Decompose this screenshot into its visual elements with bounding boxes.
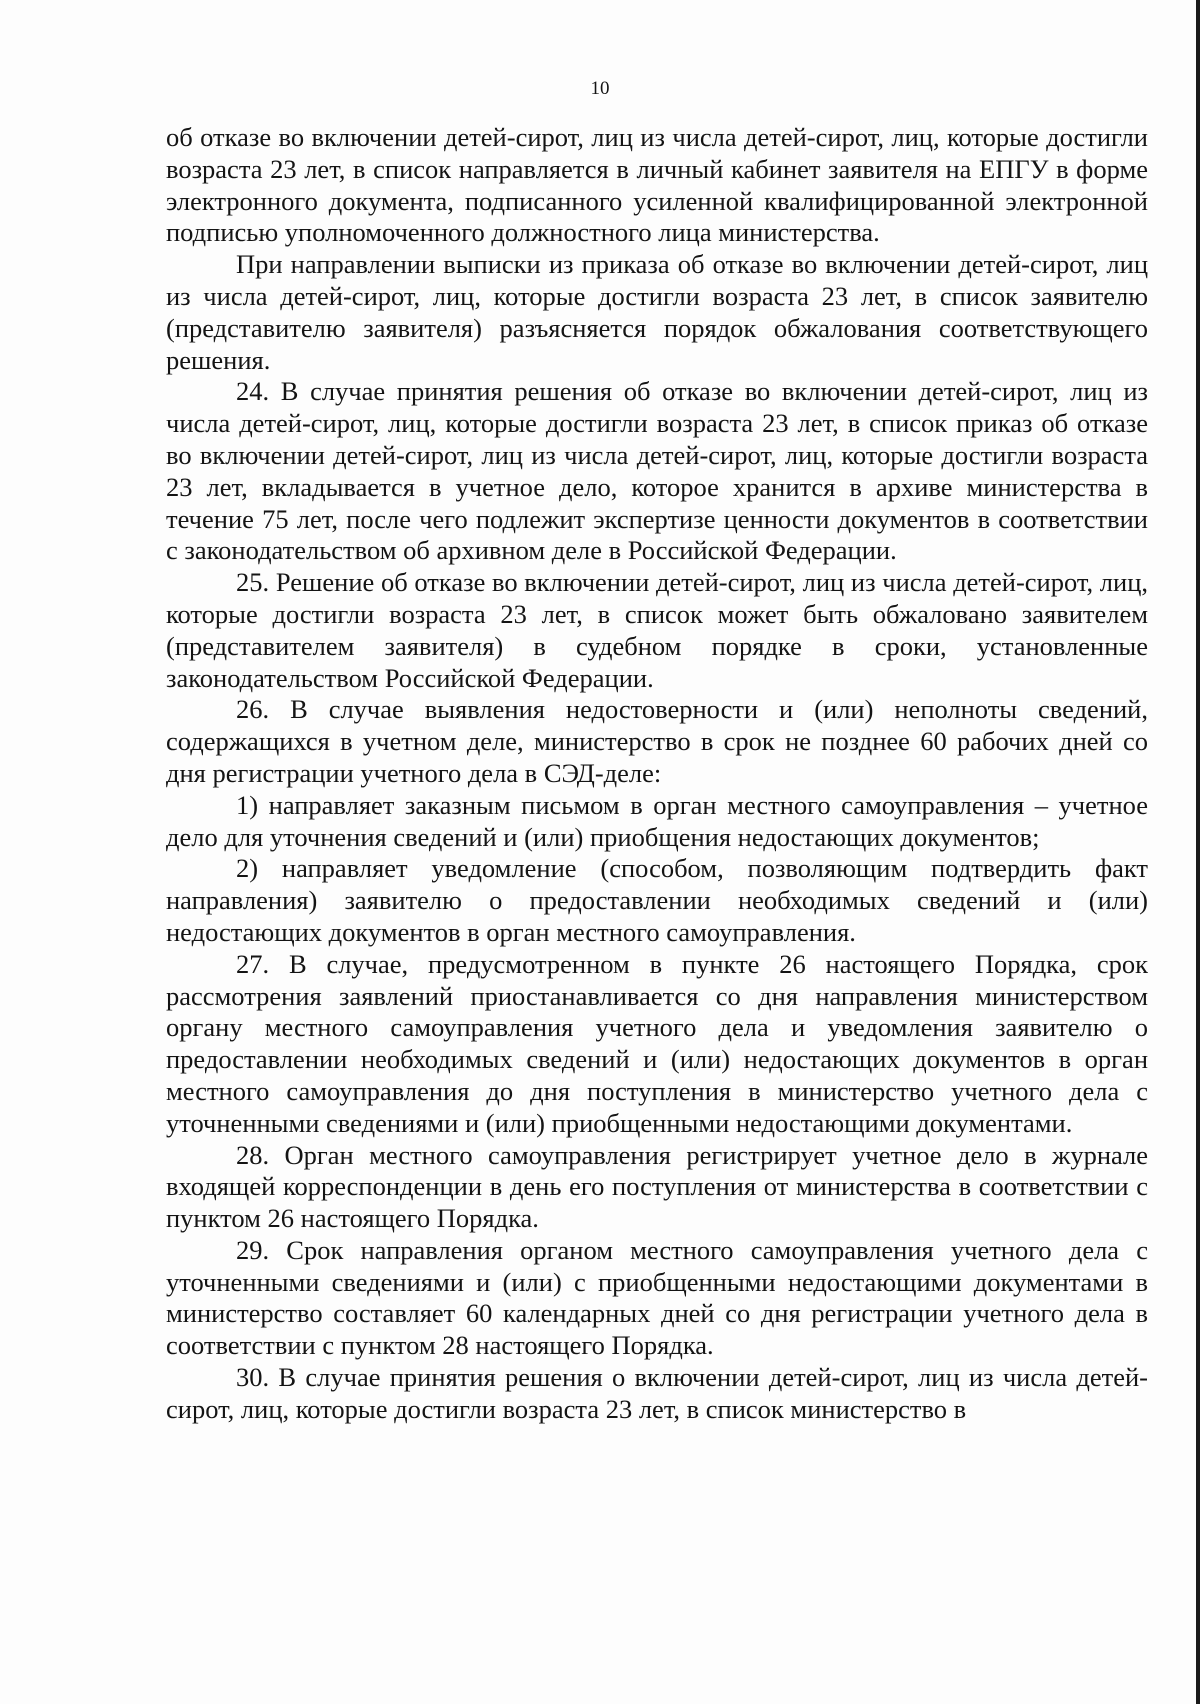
paragraph-item-30: 30. В случае принятия решения о включении детей-сирот, лиц из числа детей-сирот, лиц, которые достигли возраста 23 лет, в список министерство в <box>166 1362 1148 1424</box>
page-number: 10 <box>590 78 610 99</box>
scan-edge-shadow <box>1196 0 1200 1704</box>
paragraph-item-28: 28. Орган местного самоуправления регистрирует учетное дело в журнале входящей корреспонденции в день его поступления от министерства в соответствии с пунктом 26 настоящего Порядка. <box>166 1139 1148 1234</box>
paragraph-appeal-explanation: При направлении выписки из приказа об отказе во включении детей-сирот, лиц из числа детей-сирот, лиц, которые достигли возраста 23 лет, в список заявителю (представителю заявителя) разъясняется порядок обжалования соответствующего решения. <box>166 249 1148 375</box>
paragraph-item-29: 29. Срок направления органом местного самоуправления учетного дела с уточненными сведениями и (или) с приобщенными недостающими документами в министерство составляет 60 календарных дней со дня регистрации учетного дела в соответствии с пунктом 28 настоящего Порядка. <box>166 1234 1148 1361</box>
paragraph-item-26-1: 1) направляет заказным письмом в орган местного самоуправления – учетное дело для уточнения сведений и (или) приобщения недостающих документов; <box>166 789 1148 852</box>
paragraph-item-26: 26. В случае выявления недостоверности и (или) неполноты сведений, содержащихся в учетном деле, министерство в срок не позднее 60 рабочих дней со дня регистрации учетного дела в СЭД-деле: <box>166 694 1148 788</box>
document-body <box>166 122 1148 1426</box>
paragraph-item-24: 24. В случае принятия решения об отказе во включении детей-сирот, лиц из числа детей-сирот, лиц, которые достигли возраста 23 лет, в список приказ об отказе во включении детей-сирот, лиц из числа детей-сирот, лиц, которые достигли возраста 23 лет, вкладывается в учетное дело, которое хранится в архиве министерства в течение 75 лет, после чего подлежит экспертизе ценности документов в соответствии с законодательством об архивном деле в Российской Федерации. <box>166 376 1148 566</box>
paragraph-item-26-2: 2) направляет уведомление (способом, позволяющим подтвердить факт направления) заявителю о предоставлении необходимых сведений и (или) недостающих документов в орган местного самоуправления. <box>166 853 1148 947</box>
paragraph-item-27: 27. В случае, предусмотренном в пункте 26 настоящего Порядка, срок рассмотрения заявлений приостанавливается со дня направления министерством органу местного самоуправления учетного дела и уведомления заявителю о предоставлении необходимых сведений и (или) недостающих документов в орган местного самоуправления до дня поступления в министерство учетного дела с уточненными сведениями и (или) приобщенными недостающими документами. <box>166 948 1148 1138</box>
paragraph-continuation: об отказе во включении детей-сирот, лиц из числа детей-сирот, лиц, которые достигли возраста 23 лет, в список направляется в личный кабинет заявителя на ЕПГУ в форме электронного документа, подписанного усиленной квалифицированной электронной подписью уполномоченного должностного лица министерства. <box>166 122 1148 248</box>
paragraph-item-25: 25. Решение об отказе во включении детей-сирот, лиц из числа детей-сирот, лиц, которые достигли возраста 23 лет, в список может быть обжаловано заявителем (представителем заявителя) в судебном порядке в сроки, установленные законодательством Российской Федерации. <box>166 567 1148 693</box>
